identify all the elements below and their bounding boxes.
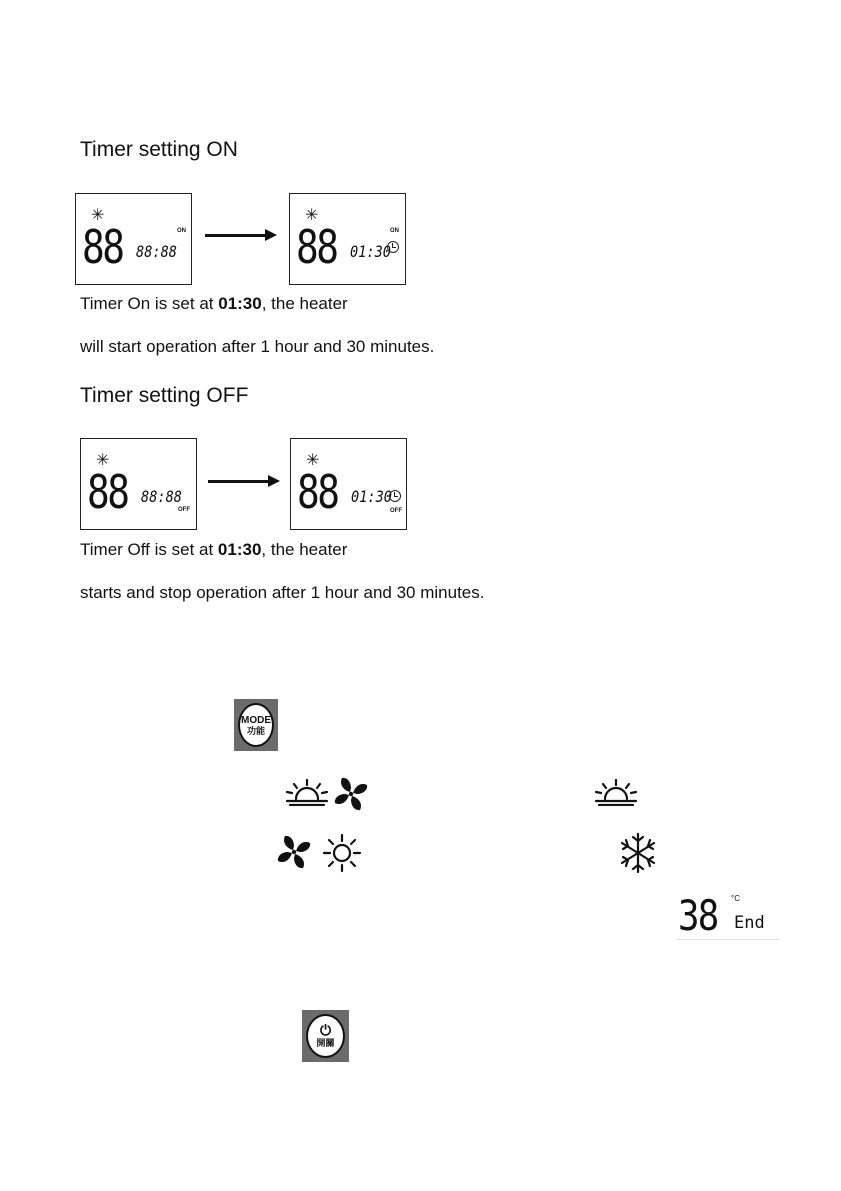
timer-off-description-1: Timer Off is set at 01:30, the heater [80,540,348,559]
lcd-display-on-before [75,193,192,285]
lcd-off-tag: OFF [390,508,402,514]
lcd-time-digits: 01:30 [351,487,392,506]
lcd-off-tag: OFF [178,507,190,513]
fan-icon [333,776,369,812]
lcd-on-tag: ON [390,228,399,234]
timer-on-description-1: Timer On is set at 01:30, the heater [80,294,348,313]
sun-icon [322,833,362,873]
power-button-face[interactable] [306,1014,345,1058]
lcd-time-digits: 01:30 [350,242,391,261]
fan-icon [276,834,312,870]
arrow-right-icon [208,480,270,483]
temperature-unit: °C [731,894,740,903]
clock-icon [387,241,399,253]
sun-icon: ✳ [96,452,110,469]
power-button[interactable] [302,1010,349,1062]
lcd-big-digits: 88 [297,465,338,519]
timer-off-description-2: starts and stop operation after 1 hour and 30 minutes. [80,583,485,602]
clock-icon [389,490,401,502]
lcd-big-digits: 88 [82,220,123,274]
lcd-big-digits: 88 [87,465,128,519]
temperature-end-display [676,891,780,940]
timer-on-description-2: will start operation after 1 hour and 30 minutes. [80,337,435,356]
sun-icon: ✳ [91,207,105,224]
lcd-display-on-after [289,193,406,285]
temperature-value: 38 [678,891,718,940]
mode-button[interactable] [234,699,278,751]
power-icon: ⏻ [319,1023,332,1039]
lcd-display-off-before [80,438,197,530]
heading-timer-on: Timer setting ON [80,138,238,161]
lcd-big-digits: 88 [296,220,337,274]
sun-icon: ✳ [305,207,319,224]
snowflake-icon [618,832,658,874]
arrow-right-icon [205,234,267,237]
power-button-label-cn: 開關 [316,1038,335,1048]
sunrise-icon [594,778,638,806]
lcd-time-digits: 88:88 [141,487,182,506]
mode-button-label-cn: 功能 [246,725,265,736]
mode-button-face[interactable] [238,703,274,747]
end-label: End [734,913,765,933]
lcd-time-digits: 88:88 [136,242,177,261]
mode-button-label: MODE [241,714,271,726]
sun-icon: ✳ [306,452,320,469]
sunrise-icon [285,778,329,806]
lcd-on-tag: ON [177,228,186,234]
heading-timer-off: Timer setting OFF [80,384,249,407]
lcd-display-off-after [290,438,407,530]
